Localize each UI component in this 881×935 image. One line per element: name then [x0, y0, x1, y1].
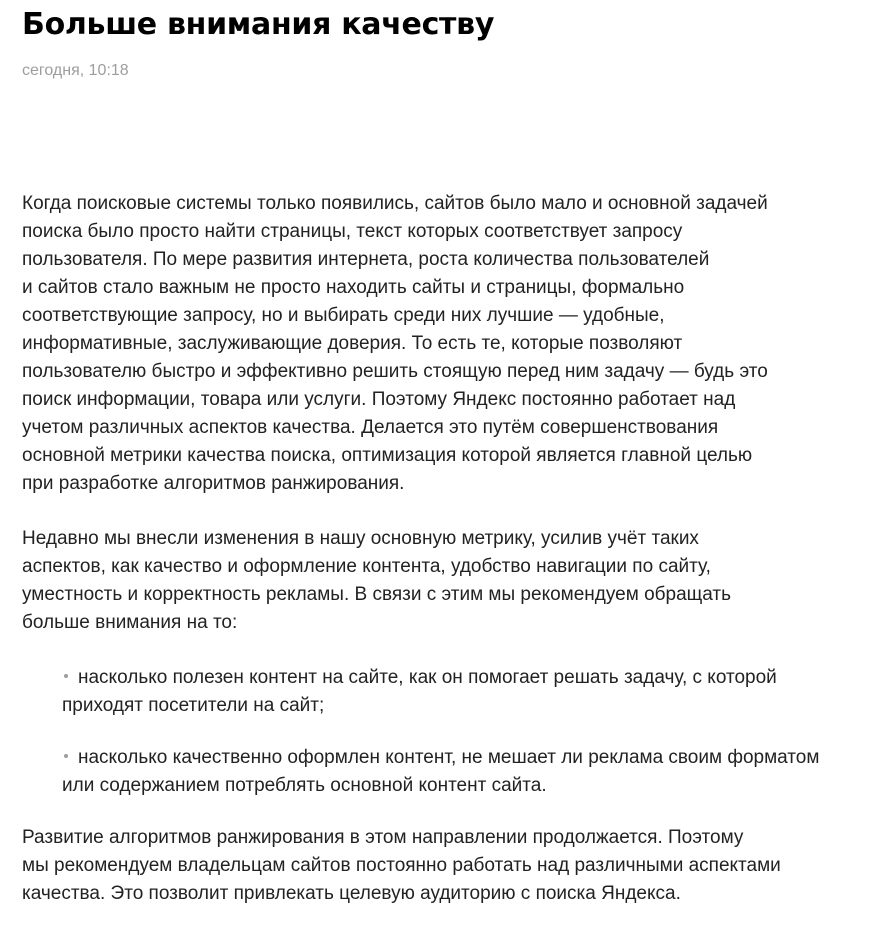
list-item	[62, 664, 867, 720]
paragraph-line: пользователя. По мере развития интернета, роста количества пользователей	[22, 249, 710, 270]
paragraph-line: Недавно мы внесли изменения в нашу основную метрику, усилив учёт таких	[22, 528, 699, 549]
paragraph-2	[22, 525, 867, 637]
paragraph-line: уместность и корректность рекламы. В связи с этим мы рекомендуем обращать	[22, 584, 732, 605]
article-body	[22, 190, 867, 935]
paragraph-line: соответствующие запросу, но и выбирать среди них лучшие — удобные,	[22, 305, 665, 326]
paragraph-line: и сайтов стало важным не просто находить сайты и страницы, формально	[22, 277, 685, 298]
bullet-list	[22, 664, 867, 800]
article	[22, 0, 867, 81]
paragraph-line: Развитие алгоритмов ранжирования в этом направлении продолжается. Поэтому	[22, 827, 744, 848]
paragraph-line: аспектов, как качество и оформление контента, удобство навигации по сайту,	[22, 556, 711, 577]
paragraph-line: информативные, заслуживающие доверия. То есть те, которые позволяют	[22, 333, 683, 354]
bullet-dot-icon	[64, 674, 68, 678]
list-item-line-1	[62, 744, 867, 772]
list-item-line-1	[62, 664, 867, 692]
paragraph-line: Когда поисковые системы только появились, сайтов было мало и основной задачей	[22, 193, 768, 214]
paragraph-line: учетом различных аспектов качества. Делается это путём совершенствования	[22, 417, 719, 438]
paragraph-1	[22, 190, 867, 498]
list-item-line-2: приходят посетители на сайт;	[62, 695, 325, 716]
paragraph-line: при разработке алгоритмов ранжирования.	[22, 473, 405, 494]
paragraph-line: мы рекомендуем владельцам сайтов постоянно работать над различными аспектами	[22, 855, 781, 876]
paragraph-line: поиск информации, товара или услуги. Поэтому Яндекс постоянно работает над	[22, 389, 736, 410]
paragraph-line: пользователю быстро и эффективно решить стоящую перед ним задачу — будь это	[22, 361, 768, 382]
paragraph-line: основной метрики качества поиска, оптимизация которой является главной целью	[22, 445, 753, 466]
list-item-line-2: или содержанием потреблять основной контент сайта.	[62, 775, 547, 796]
paragraph-3	[22, 824, 867, 908]
paragraph-line: больше внимания на то:	[22, 612, 238, 633]
paragraph-line: качества. Это позволит привлекать целевую аудиторию с поиска Яндекса.	[22, 883, 681, 904]
article-date: сегодня, 10:18	[22, 62, 129, 79]
list-item-text: насколько качественно оформлен контент, не мешает ли реклама своим форматом	[78, 747, 820, 768]
list-item-text: насколько полезен контент на сайте, как он помогает решать задачу, с которой	[78, 667, 777, 688]
list-item	[62, 744, 867, 800]
article-title: Больше внимания качеству	[22, 7, 495, 42]
paragraph-line: поиска было просто найти страницы, текст которых соответствует запросу	[22, 221, 683, 242]
bullet-dot-icon	[64, 754, 68, 758]
